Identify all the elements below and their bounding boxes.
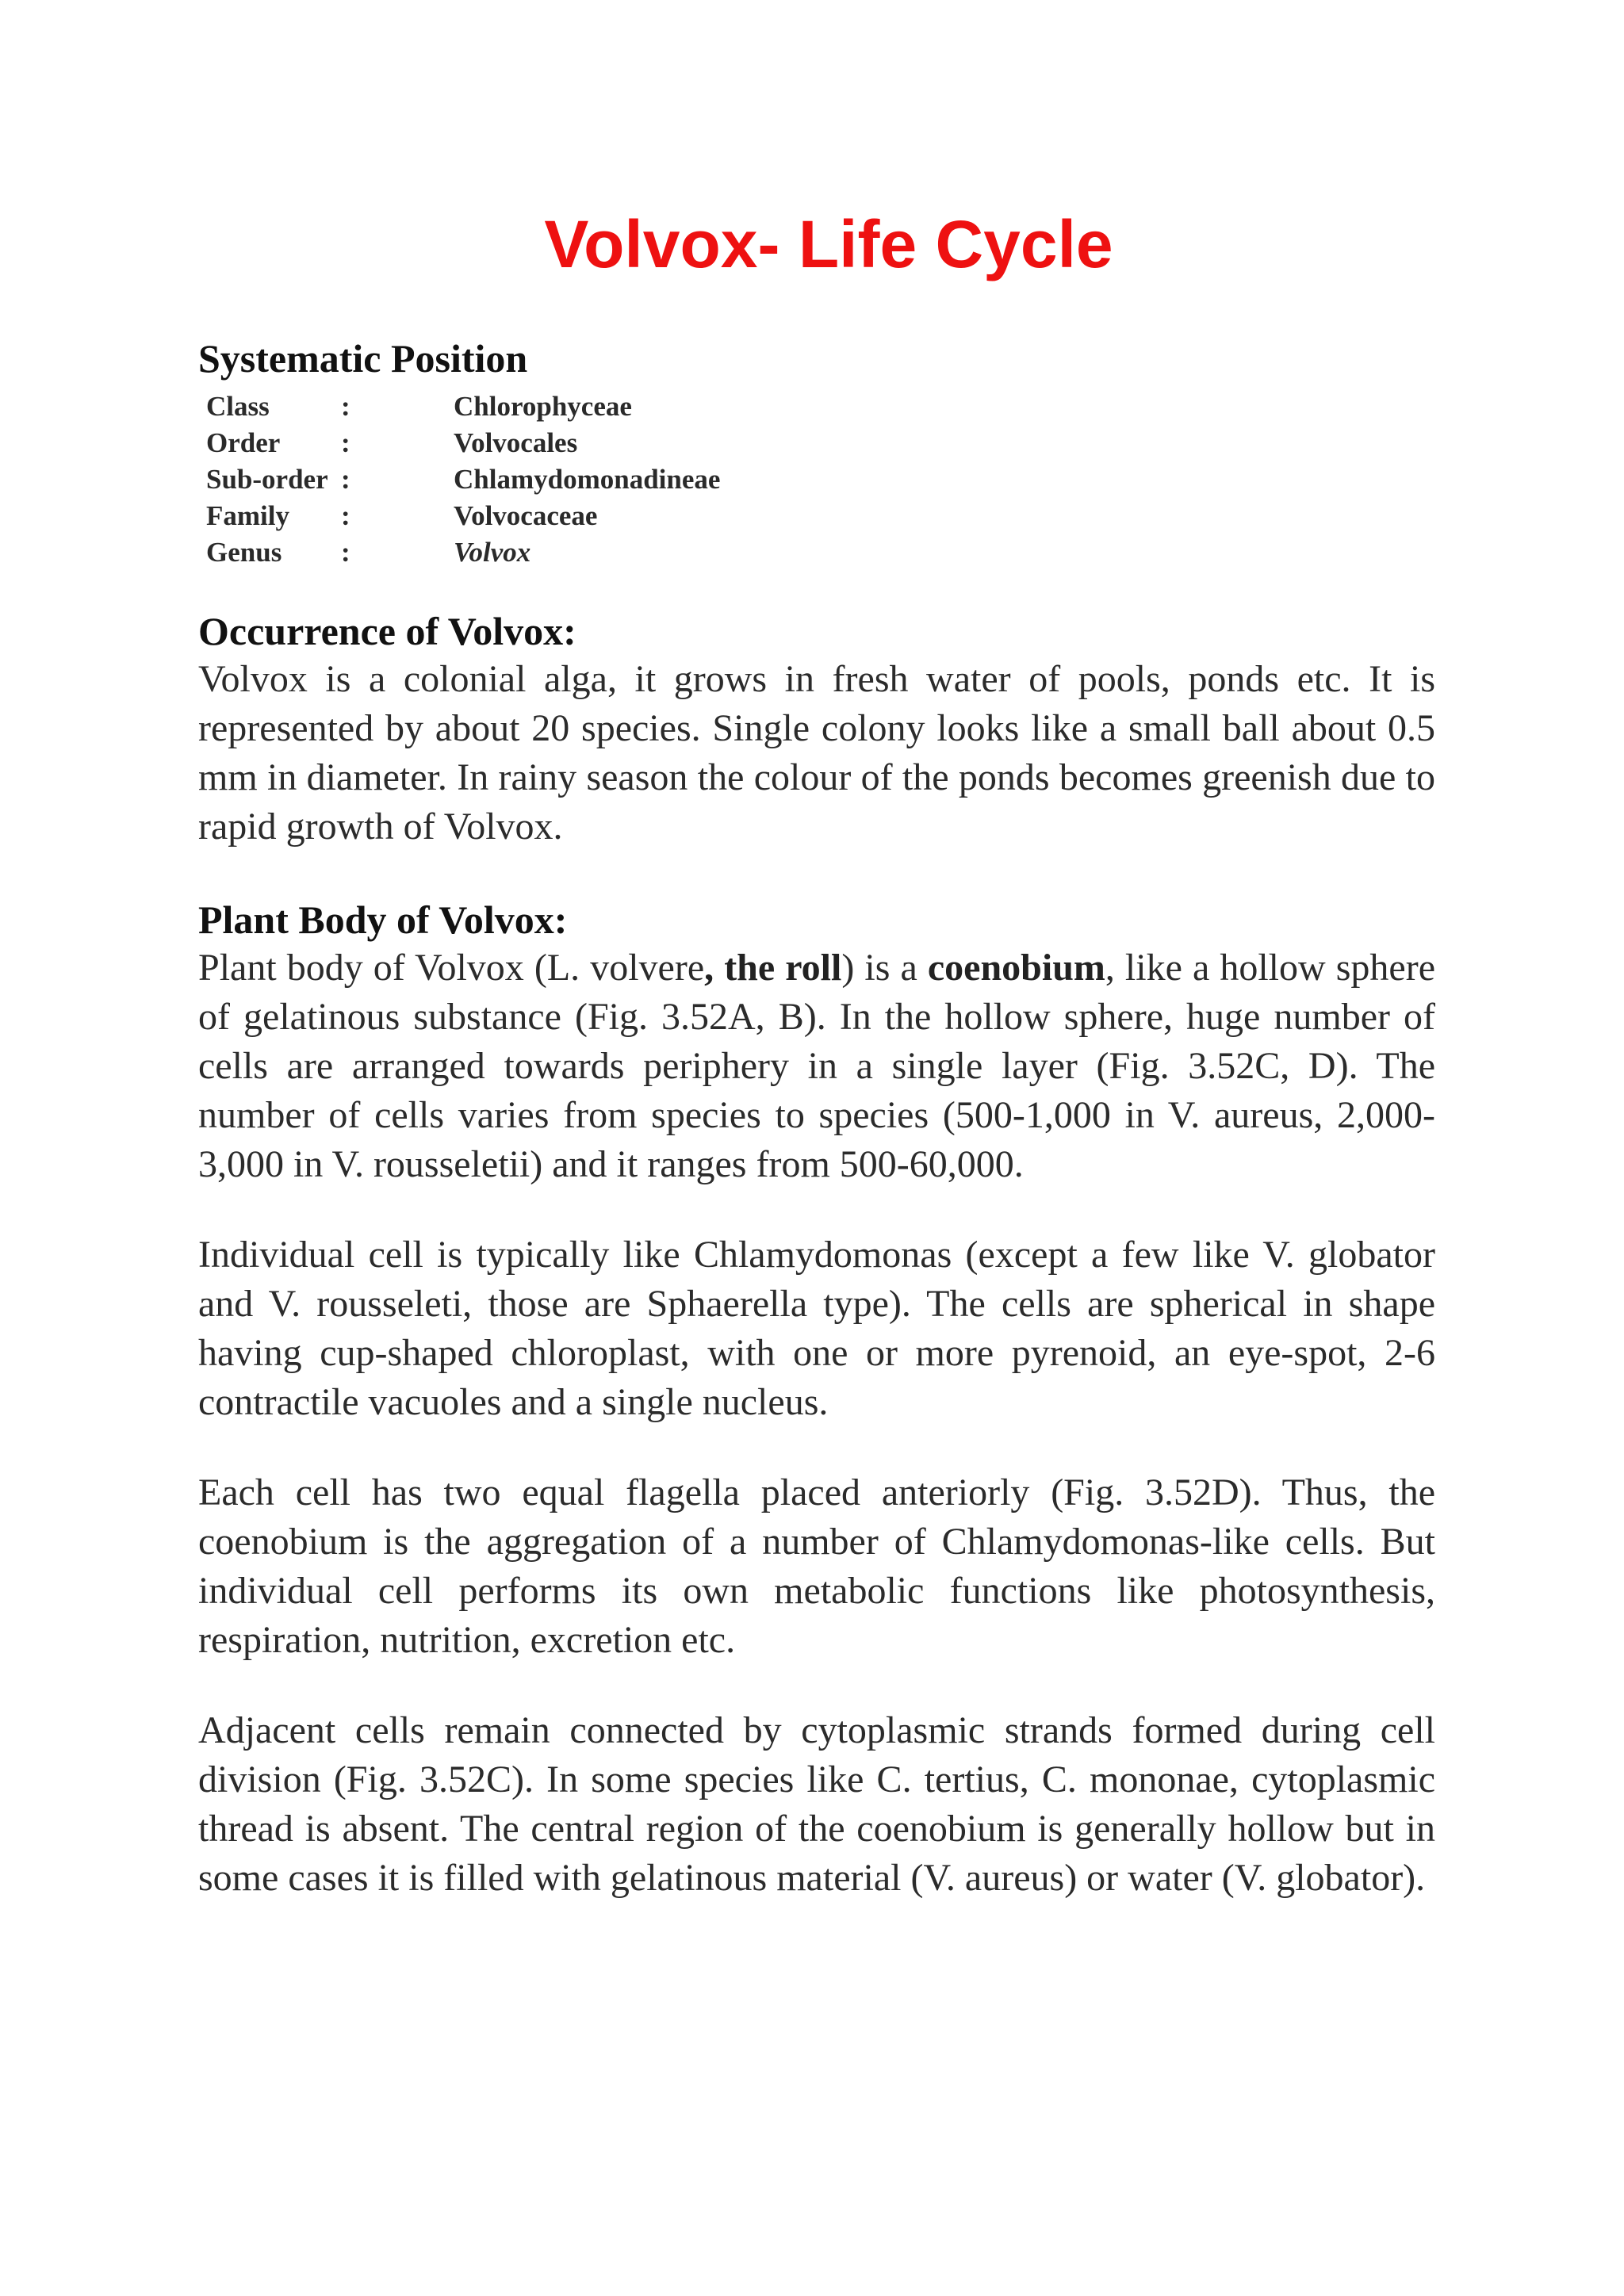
taxonomy-rank: Genus — [206, 537, 282, 568]
text-run: ) is a — [841, 947, 928, 989]
occurrence-paragraph: Volvox is a colonial alga, it grows in fresh water of pools, ponds etc. It is represented by about 20 species. Single colony looks like a small ball about 0.5 mm in diameter. In rainy season the colour of the ponds becomes greenish due to rapid growth of Volvox. — [198, 658, 1435, 848]
plant-body-paragraph-3: Each cell has two equal flagella placed anteriorly (Fig. 3.52D). Thus, the coenobium is the aggregation of a number of Chlamydomonas-like cells. But individual cell performs its own metabolic functions like photosynthesis, respiration, nutrition, excretion etc. — [198, 1471, 1435, 1661]
document-page — [198, 198, 1435, 1903]
taxonomy-row-order — [206, 425, 1435, 461]
bold-term-the-roll: , the roll — [704, 947, 842, 989]
taxonomy-rank: Class — [206, 391, 270, 422]
plant-body-paragraph-2: Individual cell is typically like Chlamydomonas (except a few like V. globator and V. rousseleti, those are Sphaerella type). The cells are spherical in shape having cup-shaped chloroplast, with one or more pyrenoid, an eye-spot, 2-6 contractile vacuoles and a single nucleus. — [198, 1234, 1435, 1423]
text-run: Plant body of Volvox (L. volvere — [198, 947, 705, 989]
bold-term-coenobium: coenobium — [927, 947, 1105, 989]
systematic-position-heading: Systematic Position — [198, 336, 528, 381]
taxonomy-value: Chlorophyceae — [454, 391, 632, 422]
taxonomy-rank: Sub-order — [206, 464, 328, 495]
taxonomy-rank: Order — [206, 427, 281, 458]
taxonomy-rank: Family — [206, 500, 289, 531]
taxonomy-colon: : — [341, 537, 350, 568]
occurrence-heading: Occurrence of Volvox: — [198, 609, 576, 653]
plant-body-paragraph-1 — [198, 943, 1435, 1189]
plant-body-paragraph-4: Adjacent cells remain connected by cytoplasmic strands formed during cell division (Fig. 3.52C). In some species like C. tertius, C. mononae, cytoplasmic thread is absent. The central region of the coenobium is generally hollow but in some cases it is filled with gelatinous material (V. aureus) or water (V. globator). — [198, 1709, 1435, 1899]
taxonomy-value: Chlamydomonadineae — [454, 464, 721, 495]
taxonomy-colon: : — [341, 500, 350, 531]
taxonomy-value: Volvox — [454, 537, 531, 568]
taxonomy-row-class — [206, 388, 1435, 425]
page-title: Volvox- Life Cycle — [544, 207, 1113, 281]
taxonomy-row-family — [206, 498, 1435, 534]
taxonomy-colon: : — [341, 464, 350, 495]
taxonomy-row-suborder — [206, 461, 1435, 498]
taxonomy-colon: : — [341, 391, 350, 422]
taxonomy-value: Volvocaceae — [454, 500, 598, 531]
taxonomy-row-genus — [206, 534, 1435, 571]
taxonomy-table — [206, 388, 1435, 571]
text-run: , like a hollow sphere of gelatinous substance (Fig. 3.52A, B). In the hollow sphere, huge number of cells are arranged towards periphery in a single layer (Fig. 3.52C, D). The number of cells varies from species to species (500-1,000 in V. aureus, 2,000-3,000 in V. rousseletii) and it ranges from 500-60,000. — [198, 947, 1436, 1185]
taxonomy-colon: : — [341, 427, 350, 458]
taxonomy-value: Volvocales — [454, 427, 578, 458]
plant-body-heading: Plant Body of Volvox: — [198, 897, 568, 942]
